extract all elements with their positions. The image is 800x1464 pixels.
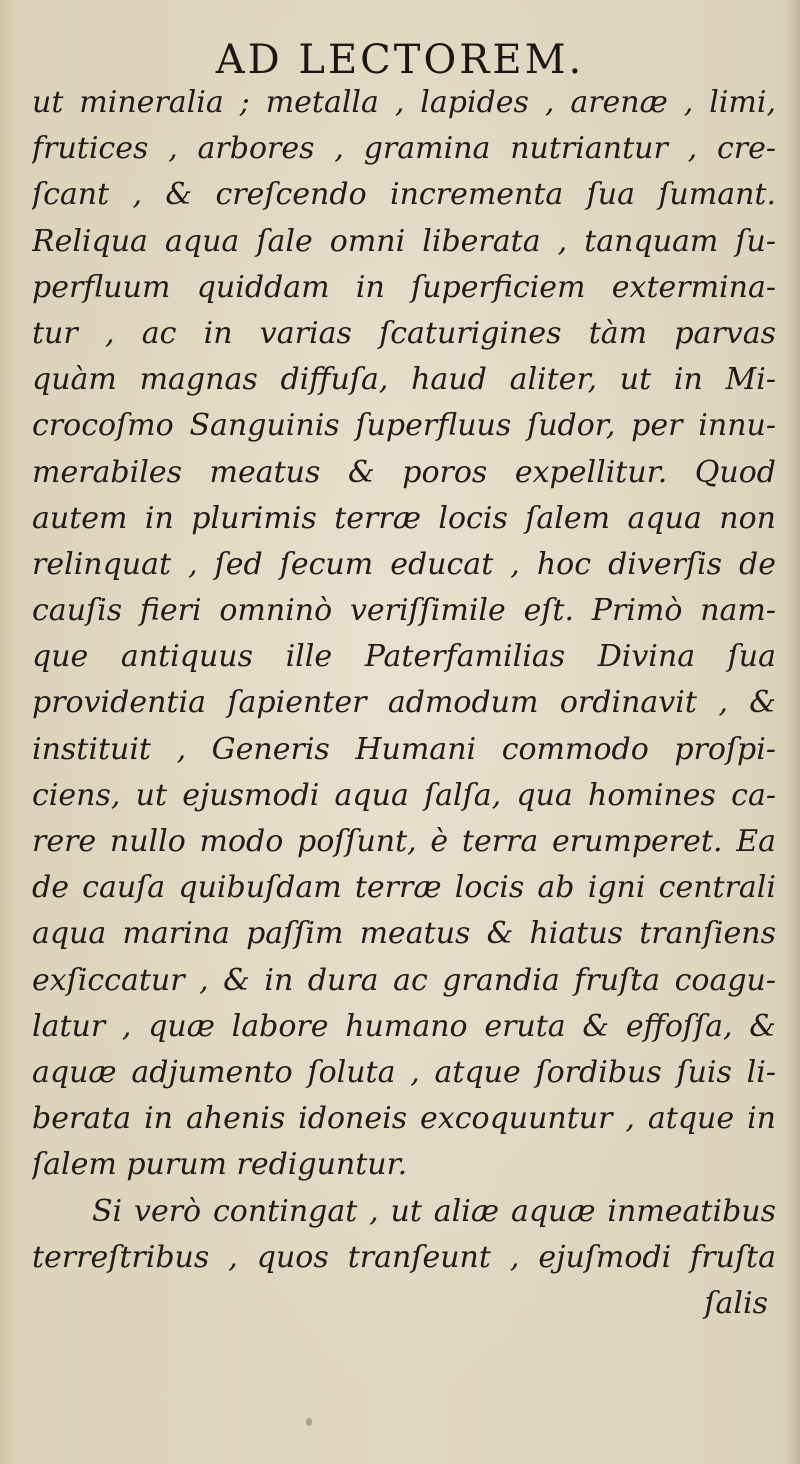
text-line: frutices , arbores , gramina nutriantur , cre- — [32, 131, 776, 167]
text-line: ciens, ut ejusmodi aqua ſalſa, qua homines ca- — [32, 777, 776, 813]
text-line: autem in plurimis terræ locis ſalem aqua non — [32, 500, 776, 536]
text-line: Si verò contingat , ut aliæ aquæ inmeatibus — [92, 1193, 776, 1229]
running-head: AD LECTOREM. — [215, 37, 585, 83]
text-line: ſcant , & creſcendo incrementa ſua ſumant. — [32, 177, 776, 213]
text-line: providentia ſapienter admodum ordinavit , & — [32, 685, 776, 721]
text-line: tur , ac in varias ſcaturigines tàm parvas — [32, 315, 776, 351]
text-line: aquæ adjumento ſoluta , atque ſordibus ſuis li- — [32, 1054, 776, 1090]
text-line: de cauſa quibuſdam terræ locis ab igni centrali — [32, 870, 776, 906]
text-line: instituit , Generis Humani commodo proſpi- — [32, 731, 776, 767]
text-line: crocoſmo Sanguinis ſuperfluus ſudor, per innu- — [32, 408, 776, 444]
text-line: merabiles meatus & poros expellitur. Quod — [32, 454, 776, 490]
paper-spot — [306, 1418, 312, 1426]
text-line: rere nullo modo poſſunt, è terra erumperet. Ea — [32, 824, 776, 859]
text-line: que antiquus ille Paterfamilias Divina ſua — [32, 639, 776, 675]
text-line: relinquat , ſed ſecum educat , hoc diverſis de — [32, 546, 776, 582]
text-line: ut mineralia ; metalla , lapides , arenæ , limi, — [32, 85, 776, 120]
page-edge-shadow — [786, 0, 800, 1464]
text-line: Reliqua aqua ſale omni liberata , tanquam ſu- — [32, 223, 776, 259]
text-line: berata in ahenis idoneis excoquuntur , atque in — [32, 1101, 776, 1137]
text-line: aqua marina paſſim meatus & hiatus tranſiens — [32, 916, 776, 952]
text-line: perfluum quiddam in ſuperficiem extermina- — [32, 269, 776, 305]
text-line: ſalem purum rediguntur. — [32, 1147, 408, 1183]
text-line: exſiccatur , & in dura ac grandia fruſta coagu- — [32, 962, 776, 998]
text-line: quàm magnas diffuſa, haud aliter, ut in Mi- — [32, 362, 776, 398]
text-line: terreſtribus , quos tranſeunt , ejuſmodi fruſta — [32, 1239, 776, 1275]
text-line: cauſis fieri omninò veriſſimile eſt. Primò nam- — [32, 593, 776, 629]
text-line: latur , quæ labore humano eruta & effoſſa, & — [32, 1008, 776, 1044]
catchword: ſalis — [704, 1285, 768, 1321]
body-text — [32, 80, 776, 1327]
